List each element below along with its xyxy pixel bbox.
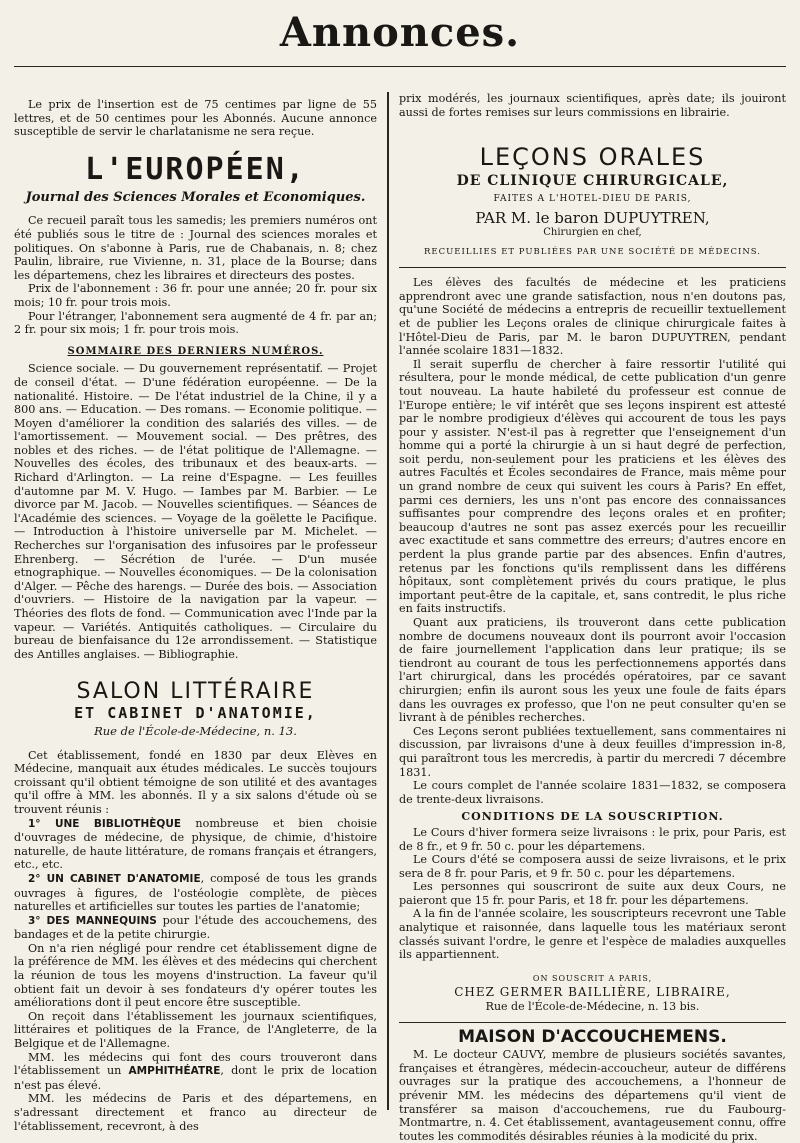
salon-item-label: 3° DES MANNEQUINS <box>28 914 157 927</box>
condition-paragraph: Les personnes qui souscriront de suite aux deux Cours, ne paieront que 15 fr. pour Paris, et 18 fr. pour les départemens. <box>399 880 786 907</box>
salon-paragraph: On n'a rien négligé pour rendre cet établissement digne de la préférence de MM. les élèves et des médecins qui cherchent la réunion de tous les moyens d'instruction. La faveur qu'il obtient fait un devoir à ses fondateurs d'y opérer toutes les améliorations dont il peut encore être susceptible. <box>14 941 377 1010</box>
salon-subtitle: ET CABINET D'ANATOMIE, <box>74 704 317 723</box>
continuation-text: prix modérés, les journaux scientifiques, après date; ils jouiront aussi de fortes remises sur leurs commissions en librairie. <box>399 92 786 119</box>
salon-paragraph: On reçoit dans l'établissement les journaux scientifiques, littéraires et politiques de la France, de l'Angleterre, de la Belgique et de l'Allemagne. <box>14 1009 377 1051</box>
left-column <box>14 92 389 1133</box>
masthead <box>14 6 786 67</box>
europeen-title: L'EUROPÉEN, <box>85 151 306 187</box>
amphitheatre-label: AMPHITHÉATRE <box>128 1065 221 1078</box>
europeen-paragraph: Ce recueil paraît tous les samedis; les premiers numéros ont été publiés sous le titre de : Journal des sciences morales et politiques. On s'abonne à Paris, rue de Chabanais, n. 8; chez Paulin, libraire, rue Vivienne, n. 31, place de la Bourse; dans les départemens, chez les libraires et directeurs des postes. <box>14 214 377 282</box>
lecons-subtitle: DE CLINIQUE CHIRURGICALE, <box>456 173 729 190</box>
publisher-name: CHEZ GERMER BAILLIÈRE, LIBRAIRE, <box>454 985 731 1000</box>
lecons-recueillies: RECUEILLIES ET PUBLIÉES PAR UNE SOCIÉTÉ DE MÉDECINS. <box>399 246 786 269</box>
salon-item <box>14 914 377 942</box>
lecons-paragraph: Il serait superflu de chercher à faire ressortir l'utilité qui résultera, pour le monde médical, de cette publication d'un genre tout nouveau. La haute habileté du professeur est connue de l'Europe entière; le vif intérêt que ses leçons inspirent est attesté par le nombre prodigieux d'élèves qui accourent de tous les pays pour y assister. N'est-il pas à regretter que l'enseignement d'un homme qui a porté la chirurgie à un si haut degré de perfection, soit perdu, non-seulement pour les praticiens et les élèves des autres Facultés et Écoles secondaires de France, mais même pour un grand nombre de ceux qui suivent les cours à Paris? En effet, parmi ces derniers, les uns n'ont pas encore des connaissances suffisantes pour comprendre des leçons orales et en profiter; beaucoup d'autres ne sont pas assez exercés pour les recueillir avec exactitude et sans commettre des erreurs; d'autres encore en perdent la plus grande partie par des absences. Enfin d'autres, retenus par les fonctions qu'ils remplissent dans les différens hôpitaux, sont complètement privés du cours pratique, le plus important peut-être de la capitale, et, sans contredit, le plus riche en faits instructifs. <box>399 357 786 616</box>
lecons-paragraph: Ces Leçons seront publiées textuellement, sans commentaires ni discussion, par livraisons d'une à deux feuilles d'impression in-8, qui paraîtront tous les mercredis, à partir du mercredi 7 décembre 1831. <box>399 724 786 779</box>
salon-title: SALON LITTÉRAIRE <box>76 679 315 705</box>
conditions-title: CONDITIONS DE LA SOUSCRIPTION. <box>461 810 724 824</box>
salon-item-label: 2° UN CABINET D'ANATOMIE <box>28 872 201 885</box>
salon-item-label: 1° UNE BIBLIOTHÈQUE <box>28 817 182 830</box>
page-title: Annonces. <box>279 9 521 56</box>
europeen-subtitle: Journal des Sciences Morales et Economiques. <box>25 189 366 205</box>
salon-paragraph <box>14 1051 377 1093</box>
salon-item <box>14 872 377 914</box>
sommaire-text: Science sociale. — Du gouvernement représentatif. — Projet de conseil d'état. — D'une fédération européenne. — De la nationalité. Histoire. — De l'état industriel de la Chine, il y a 800 ans. — Education. — Des romans. — Economie politique. — Moyen d'améliorer la condition des salariés des villes. — de l'amortissement. — Mouvement social. — Des prêtres, des nobles et des riches. — de l'état politique de l'Allemagne. — Nouvelles des écoles, des tribunaux et des beaux-arts. — Richard d'Arlington. — La reine d'Espagne. — Les feuilles d'automne par M. V. Hugo. — Iambes par M. Barbier. — Le divorce par M. Jacob. — Nouvelles scientifiques. — Séances de l'Académie des sciences. — Voyage de la goëlette le Pacifique. — Introduction à l'histoire universelle par M. Michelet. — Recherches sur l'organisation des infusoires par le professeur Ehrenberg. — Sécrétion de l'urée. — D'un musée etnographique. — Nouvelles économiques. — De la colonisation d'Alger. — Pêche des harengs. — Durée des bois. — Association d'ouvriers. — Histoire de la navigation par la vapeur. — Théories des flots de fond. — Communication avec l'Inde par la vapeur. — Variétés. Antiquités catholiques. — Circulaire du bureau de bienfaisance du 12e arrondissement. — Statistique des Antilles anglaises. — Bibliographie. <box>14 362 377 661</box>
maison-title: MAISON D'ACCOUCHEMENS. <box>458 1026 727 1047</box>
maison-text: M. Le docteur CAUVY, membre de plusieurs sociétés savantes, françaises et étrangères, médecin-accoucheur, auteur de différens ouvrages sur la pratique des accouchemens, a l'honneur de prévenir MM. les médecins des départemens qu'il vient de transférer sa maison d'accouchemens, rue du Faubourg-Montmartre, n. 4. Cet établissement, avantageusement connu, offre toutes les commodités désirables réunies à la modicité du prix. <box>399 1048 786 1143</box>
europeen-paragraph: Prix de l'abonnement : 36 fr. pour une année; 20 fr. pour six mois; 10 fr. pour trois mois. <box>14 282 377 309</box>
salon-item-text: pour l'étude des accouchemens, des bandages et de la petite chirurgie. <box>14 913 377 942</box>
lecons-author: PAR M. le baron DUPUYTREN, <box>475 209 710 228</box>
lecons-role: Chirurgien en chef, <box>543 226 642 238</box>
columns <box>14 92 786 1143</box>
publisher-address: Rue de l'École-de-Médecine, n. 13 bis. <box>399 1000 786 1023</box>
lecons-paragraph: Les élèves des facultés de médecine et les praticiens apprendront avec une grande satisfaction, nous n'en doutons pas, qu'une Société de médecins a entrepris de recueillir textuellement et de publier les Leçons orales de clinique chirurgicale faites à l'Hôtel-Dieu de Paris, par M. le baron DUPUYTREN, pendant l'année scolaire 1831—1832. <box>399 276 786 358</box>
lecons-place: FAITES A L'HOTEL-DIEU DE PARIS, <box>493 193 692 204</box>
souscrit-label: ON SOUSCRIT A PARIS, <box>532 973 653 983</box>
lecons-paragraph: Quant aux praticiens, ils trouveront dans cette publication nombre de documens nouveaux dont ils pourront avoir l'occasion de faire journellement l'application dans leur pratique; ils se tiendront au courant de tous les perfectionnemens apportés dans l'art chirurgical, dans les procédés opératoires, par ce savant chirurgien; enfin ils auront sous les yeux une foule de faits épars dans les ouvrages ex professo, que l'on ne peut consulter qu'en se livrant à de pénibles recherches. <box>399 616 786 725</box>
salon-text: , dont le prix de location n'est pas élevé. <box>14 1064 377 1092</box>
condition-paragraph: A la fin de l'année scolaire, les souscripteurs recevront une Table analytique et raisonnée, dans laquelle tous les matériaux seront classés suivant l'ordre, le genre et l'espèce de maladies auxquelles ils appartiennent. <box>399 907 786 962</box>
lecons-paragraph: Le cours complet de l'année scolaire 1831—1832, se composera de trente-deux livraisons. <box>399 779 786 806</box>
salon-address: Rue de l'École-de-Médecine, n. 13. <box>94 723 297 738</box>
salon-item-text: , composé de tous les grands ouvrages à figures, de l'ostéologie complète, de pièces naturelles et artificielles sur toutes les parties de l'anatomie; <box>14 871 377 914</box>
salon-intro: Cet établissement, fondé en 1830 par deux Elèves en Médecine, manquait aux études médicales. Le succès toujours croissant qu'il obtient témoigne de son utilité et des avantages qu'il offre à MM. les abonnés. Il y a six salons d'étude où se trouvent réunis : <box>14 748 377 816</box>
sommaire-title: SOMMAIRE DES DERNIERS NUMÉROS. <box>67 345 324 357</box>
salon-item-text: nombreuse et bien choisie d'ouvrages de médecine, de physique, de chimie, d'histoire naturelle, de haute littérature, de romans français et étrangers, etc., etc. <box>14 816 377 872</box>
insertion-notice: Le prix de l'insertion est de 75 centimes par ligne de 55 lettres, et de 50 centimes pour les Abonnés. Aucune annonce susceptible de servir le charlatanisme ne sera reçue. <box>14 98 377 139</box>
condition-paragraph: Le Cours d'été se composera aussi de seize livraisons, et le prix sera de 8 fr. pour Paris, et 9 fr. 50 c. pour les départemens. <box>399 853 786 880</box>
right-column <box>389 92 786 1143</box>
salon-item <box>14 817 377 872</box>
salon-paragraph: MM. les médecins de Paris et des départemens, en s'adressant directement et franco au directeur de l'établissement, recevront, à des <box>14 1092 377 1133</box>
europeen-paragraph: Pour l'étranger, l'abonnement sera augmenté de 4 fr. par an; 2 fr. pour six mois; 1 fr. pour trois mois. <box>14 309 377 337</box>
salon-text: MM. les médecins qui font des cours trouveront dans l'établissement un <box>14 1050 377 1078</box>
lecons-title: LEÇONS ORALES <box>479 143 706 172</box>
condition-paragraph: Le Cours d'hiver formera seize livraisons : le prix, pour Paris, est de 8 fr., et 9 fr. 50 c. pour les départemens. <box>399 825 786 853</box>
